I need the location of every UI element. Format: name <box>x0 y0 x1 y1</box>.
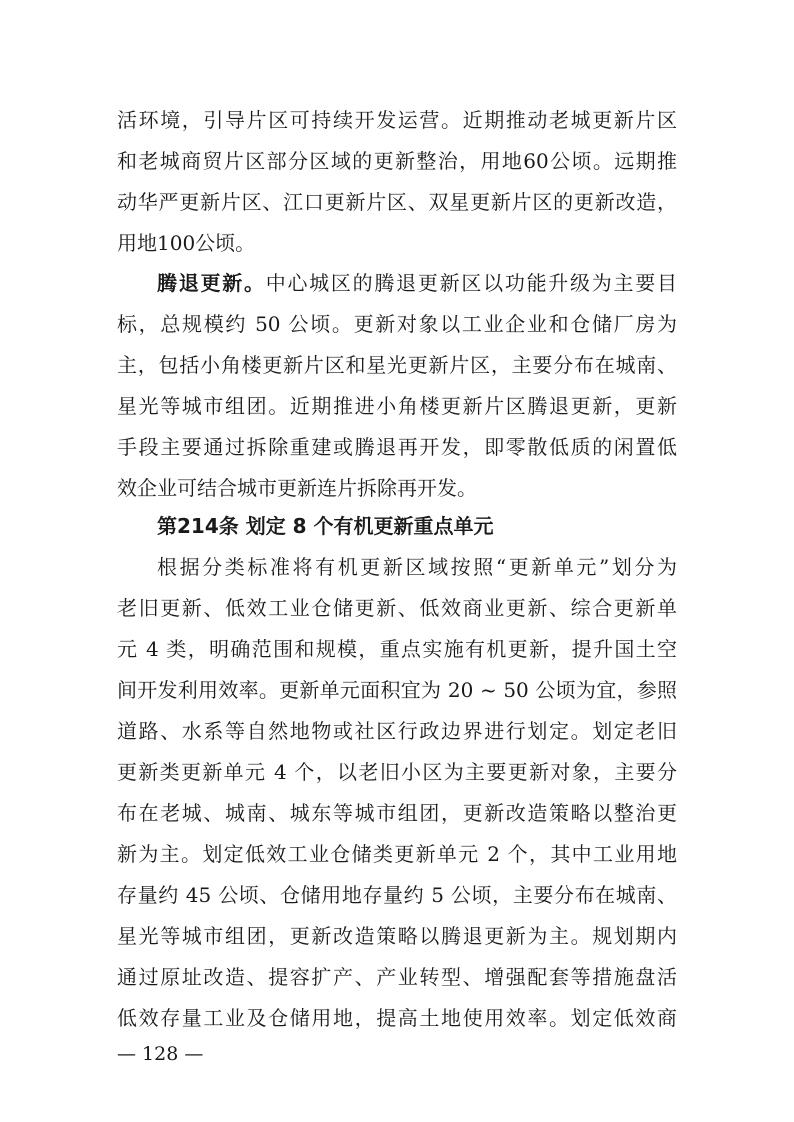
paragraph-line: 动华严更新片区、江口更新片区、双星更新片区的更新改造， <box>117 190 677 214</box>
paragraph-lead: 腾退更新。 <box>157 271 266 295</box>
paragraph-line: 效企业可结合城市更新连片拆除再开发。 <box>117 476 477 500</box>
paragraph-line: 通过原址改造、提容扩产、产业转型、增强配套等措施盘活 <box>117 965 677 989</box>
paragraph-line: 星光等城市组团，更新改造策略以腾退更新为主。规划期内 <box>117 924 677 948</box>
paragraph-line: 低效存量工业及仓储用地，提高土地使用效率。划定低效商 <box>117 1006 677 1030</box>
paragraph-line: 存量约 45 公顷、仓储用地存量约 5 公顷，主要分布在城南、 <box>117 883 677 907</box>
paragraph-line: 标，总规模约 50 公顷。更新对象以工业企业和仓储厂房为 <box>117 312 677 336</box>
paragraph-line: 元 4 类，明确范围和规模，重点实施有机更新，提升国土空 <box>117 637 677 661</box>
page-number: — 128 — <box>117 1043 204 1065</box>
paragraph-line: 主，包括小角楼更新片区和星光更新片区，主要分布在城南、 <box>117 353 677 377</box>
paragraph-line: 间开发利用效率。更新单元面积宜为 20 ~ 50 公顷为宜，参照 <box>117 678 677 702</box>
paragraph-line: 新为主。划定低效工业仓储类更新单元 2 个，其中工业用地 <box>117 842 677 866</box>
paragraph-line: 道路、水系等自然地物或社区行政边界进行划定。划定老旧 <box>117 719 677 743</box>
paragraph-line: 活环境，引导片区可持续开发运营。近期推动老城更新片区 <box>117 108 677 132</box>
paragraph-line: 更新类更新单元 4 个，以老旧小区为主要更新对象，主要分 <box>117 760 677 784</box>
paragraph-line: 老旧更新、低效工业仓储更新、低效商业更新、综合更新单 <box>117 596 677 620</box>
paragraph-first-line-text: 中心城区的腾退更新区以功能升级为主要目 <box>265 271 678 295</box>
paragraph-first-line: 根据分类标准将有机更新区域按照“更新单元”划分为 <box>157 555 677 579</box>
paragraph-line: 手段主要通过拆除重建或腾退再开发，即零散低质的闲置低 <box>117 435 677 459</box>
paragraph-line: 用地100公顷。 <box>117 231 256 255</box>
paragraph-line: 和老城商贸片区部分区域的更新整治，用地60公顷。远期推 <box>117 149 677 173</box>
paragraph-line: 星光等城市组团。近期推进小角楼更新片区腾退更新，更新 <box>117 394 677 418</box>
paragraph-first-line <box>157 269 677 297</box>
paragraph-line: 布在老城、城南、城东等城市组团，更新改造策略以整治更 <box>117 801 677 825</box>
article-heading: 第214条 划定 8 个有机更新重点单元 <box>157 514 494 538</box>
